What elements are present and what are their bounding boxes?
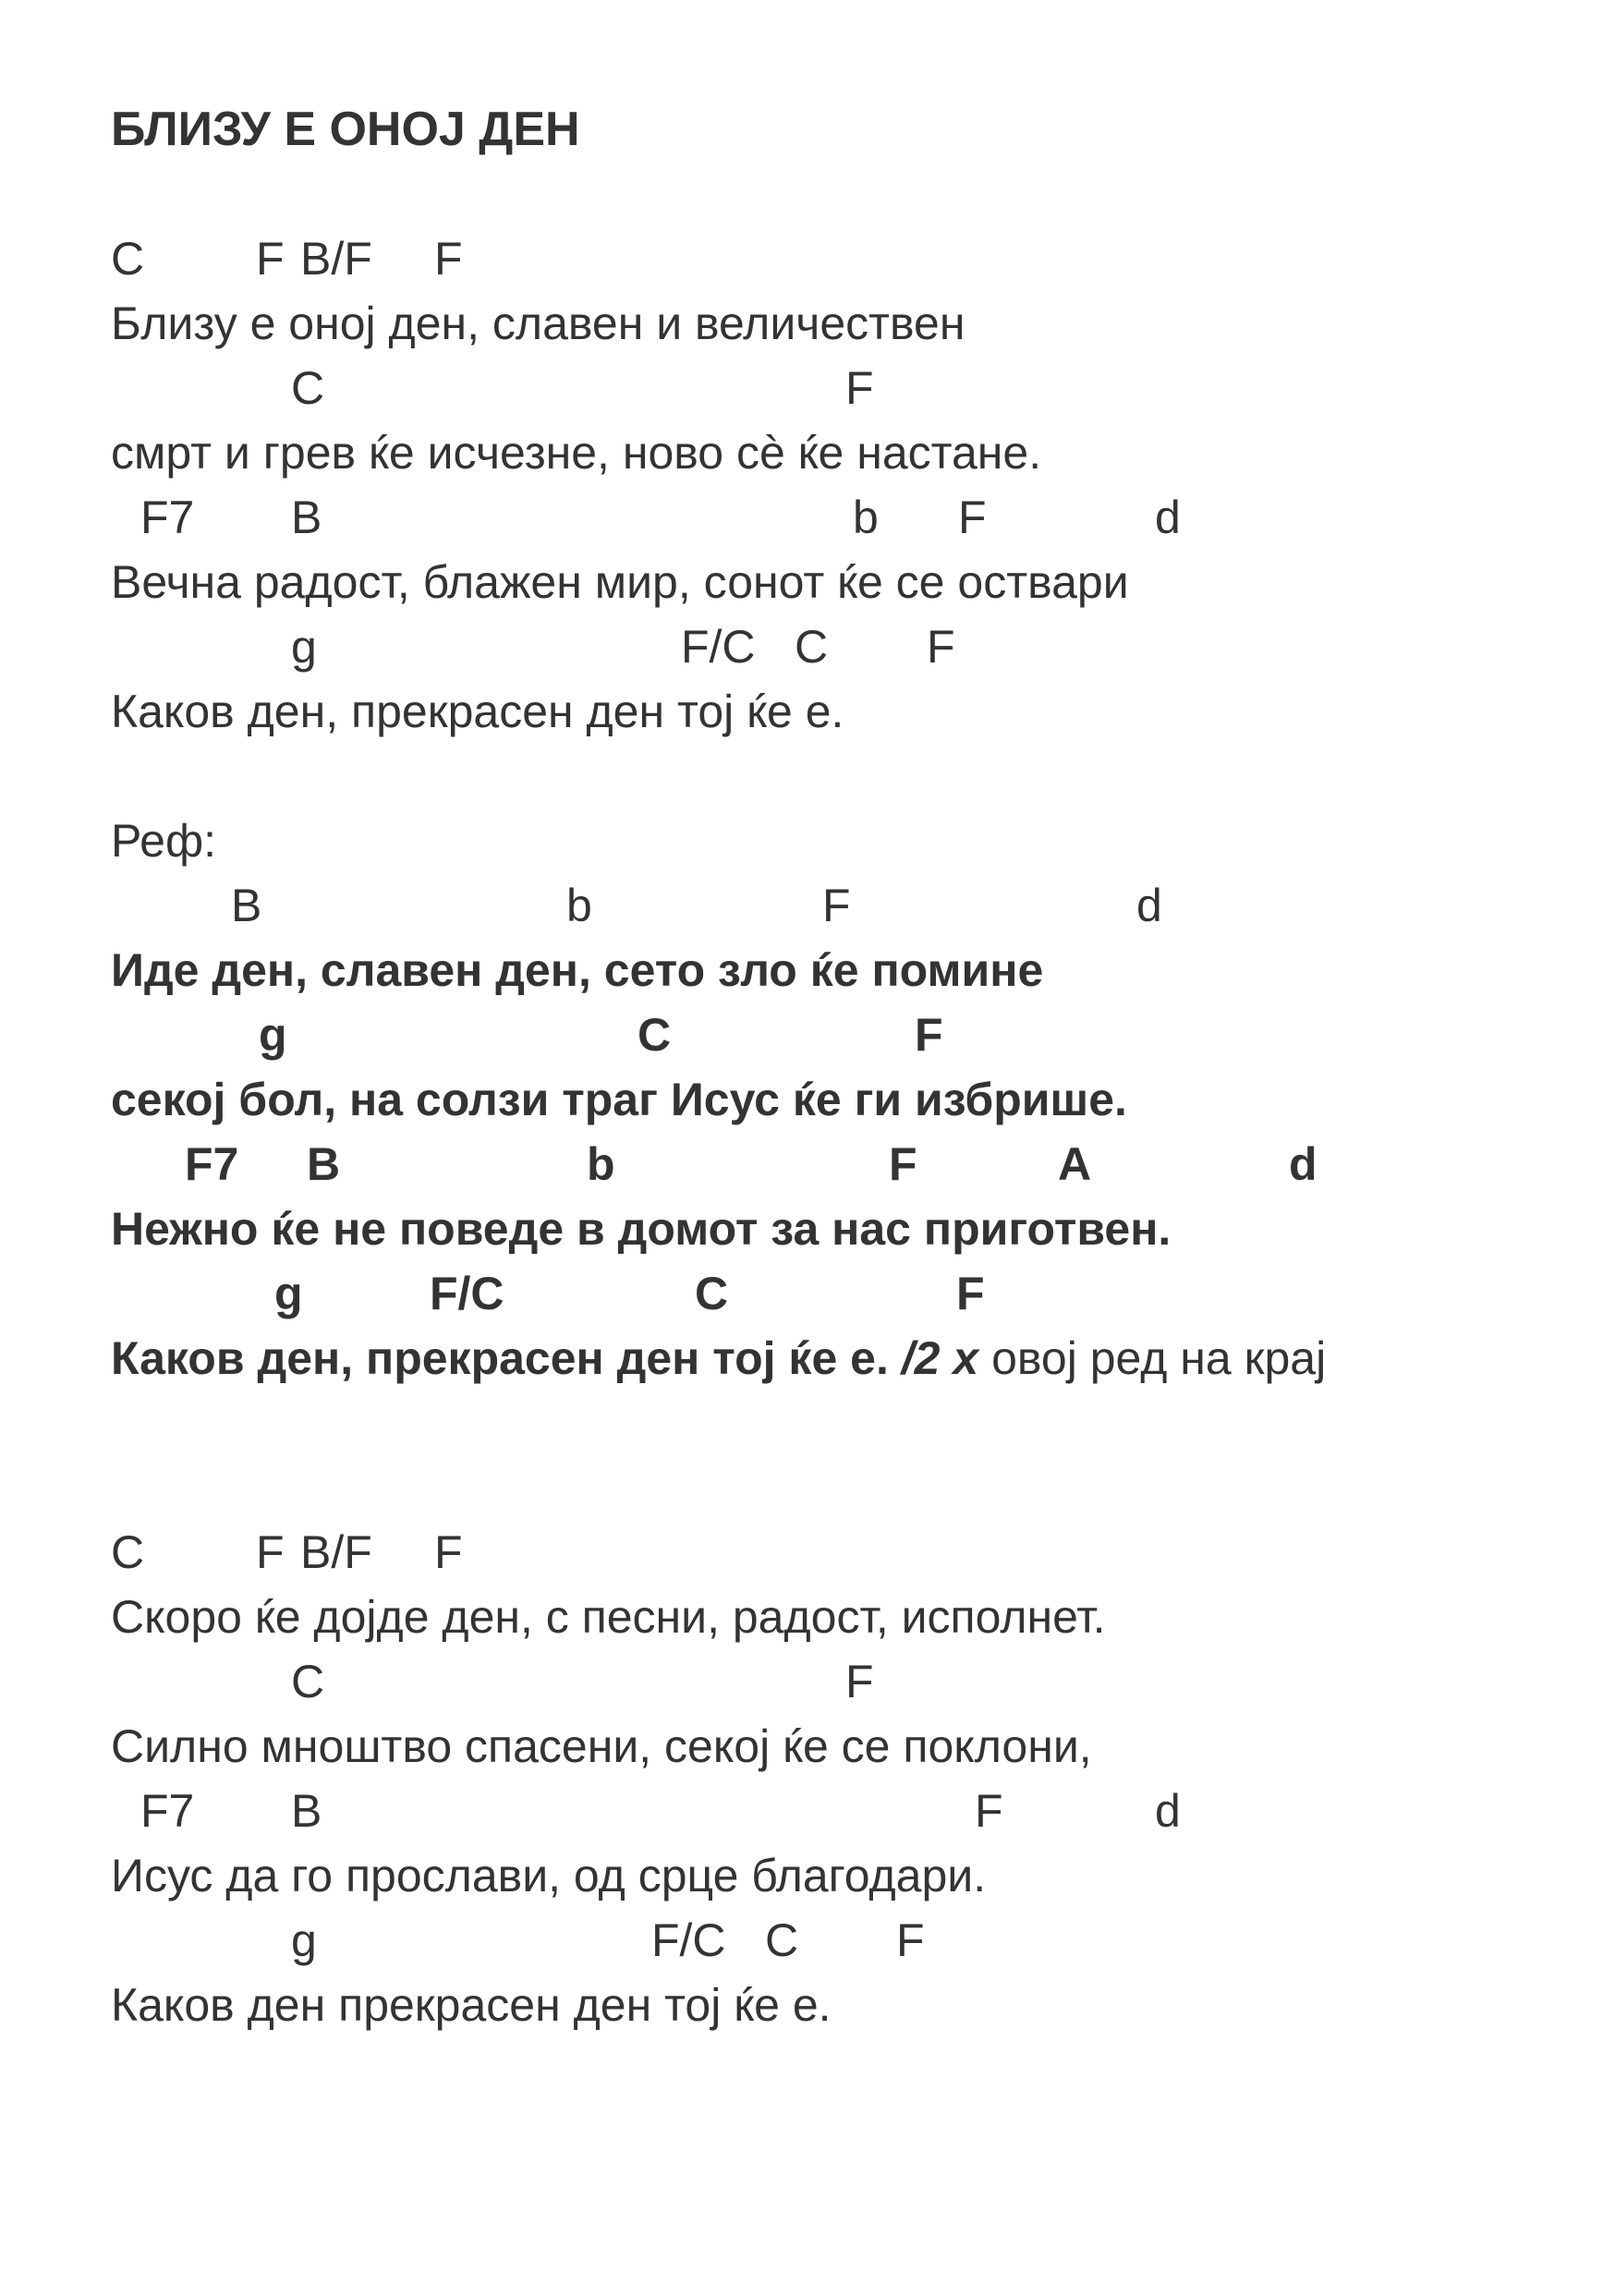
chord: b xyxy=(853,492,879,543)
song-title: БЛИЗУ Е ОНОЈ ДЕН xyxy=(111,103,580,156)
chord: C xyxy=(291,1656,325,1707)
chord: d xyxy=(1289,1138,1318,1190)
chord: F xyxy=(845,362,874,414)
lyric-line-with-repeat xyxy=(111,1326,1589,1391)
chord: g xyxy=(259,1009,287,1061)
chord-line xyxy=(111,873,1589,938)
lyric-line: Исус да го прослави, од срце благодари. xyxy=(111,1850,987,1901)
lyric-line: Иде ден, славен ден, сето зло ќе помине xyxy=(111,944,1044,996)
chord: F/C xyxy=(651,1914,726,1966)
chord: F/C xyxy=(681,621,756,673)
chord: B xyxy=(307,1138,341,1190)
chord: C xyxy=(111,233,145,285)
chord: F7 xyxy=(140,1785,195,1837)
chord: C xyxy=(638,1009,672,1061)
chord: B xyxy=(231,880,262,931)
chord-line xyxy=(111,1649,1589,1714)
chord: F xyxy=(845,1656,874,1707)
chord: b xyxy=(566,880,592,931)
chord: d xyxy=(1155,492,1181,543)
chord: F xyxy=(915,1009,943,1061)
verse-1 xyxy=(111,226,1589,744)
chord: F xyxy=(956,1268,985,1319)
chord: F xyxy=(927,621,955,673)
lyric-line: Каков ден, прекрасен ден тој ќе е. xyxy=(111,686,844,737)
chord: C xyxy=(765,1914,799,1966)
refrain xyxy=(111,808,1589,1391)
chord: g xyxy=(291,621,317,673)
chord-line xyxy=(111,1779,1589,1843)
chord: b xyxy=(587,1138,615,1190)
chord: C xyxy=(795,621,829,673)
chord: F xyxy=(975,1785,1003,1837)
lyric-line: Нежно ќе не поведе в домот за нас приготвен. xyxy=(111,1203,1172,1255)
chord: C xyxy=(695,1268,729,1319)
chord: d xyxy=(1155,1785,1181,1837)
chord: B xyxy=(291,1785,322,1837)
chord: A xyxy=(1058,1138,1092,1190)
chord: F7 xyxy=(140,492,195,543)
refrain-label: Реф: xyxy=(111,815,216,867)
chord: F xyxy=(256,1526,285,1578)
chord: F xyxy=(889,1138,917,1190)
chord: F xyxy=(958,492,987,543)
chord: F xyxy=(256,233,285,285)
chord-line xyxy=(111,1520,1589,1585)
chord: F7 xyxy=(185,1138,239,1190)
chord: C xyxy=(111,1526,145,1578)
lyric-line: секој бол, на солзи траг Исус ќе ги избрише. xyxy=(111,1074,1127,1125)
chord: F xyxy=(434,1526,463,1578)
chord-line xyxy=(111,614,1589,679)
lyric-line: Скоро ќе дојде ден, с песни, радост, исполнет. xyxy=(111,1591,1106,1643)
lyric-line: Близу е оној ден, славен и величествен xyxy=(111,298,965,349)
chord: F xyxy=(822,880,851,931)
chord: g xyxy=(274,1268,303,1319)
chord-line xyxy=(111,1132,1589,1197)
lyric-line: Каков ден прекрасен ден тој ќе е. xyxy=(111,1979,832,2031)
chord: B xyxy=(291,492,322,543)
verse-2 xyxy=(111,1520,1589,2037)
lyric-line: смрт и грев ќе исчезне, ново сѐ ќе настане. xyxy=(111,427,1042,479)
chord-line xyxy=(111,485,1589,550)
chord: F xyxy=(434,233,463,285)
repeat-note: овој ред на крај xyxy=(991,1332,1327,1384)
chord: F xyxy=(896,1914,925,1966)
chord: F/C xyxy=(430,1268,504,1319)
chord-line xyxy=(111,356,1589,420)
chord-line xyxy=(111,1002,1589,1067)
chord: C xyxy=(291,362,325,414)
chord: B/F xyxy=(300,233,372,285)
chord-line xyxy=(111,1261,1589,1326)
lyric-line: Вечна радост, блажен мир, сонот ќе се оствари xyxy=(111,556,1129,608)
lyric-text: Каков ден, прекрасен ден тој ќе е. xyxy=(111,1332,889,1384)
chord: d xyxy=(1136,880,1162,931)
chord-line xyxy=(111,226,1589,291)
chord: g xyxy=(291,1914,317,1966)
chord-line xyxy=(111,1908,1589,1973)
lyric-line: Силно мноштво спасени, секој ќе се поклони, xyxy=(111,1720,1092,1772)
chord: B/F xyxy=(300,1526,372,1578)
repeat-mark: /2 x xyxy=(901,1332,979,1384)
